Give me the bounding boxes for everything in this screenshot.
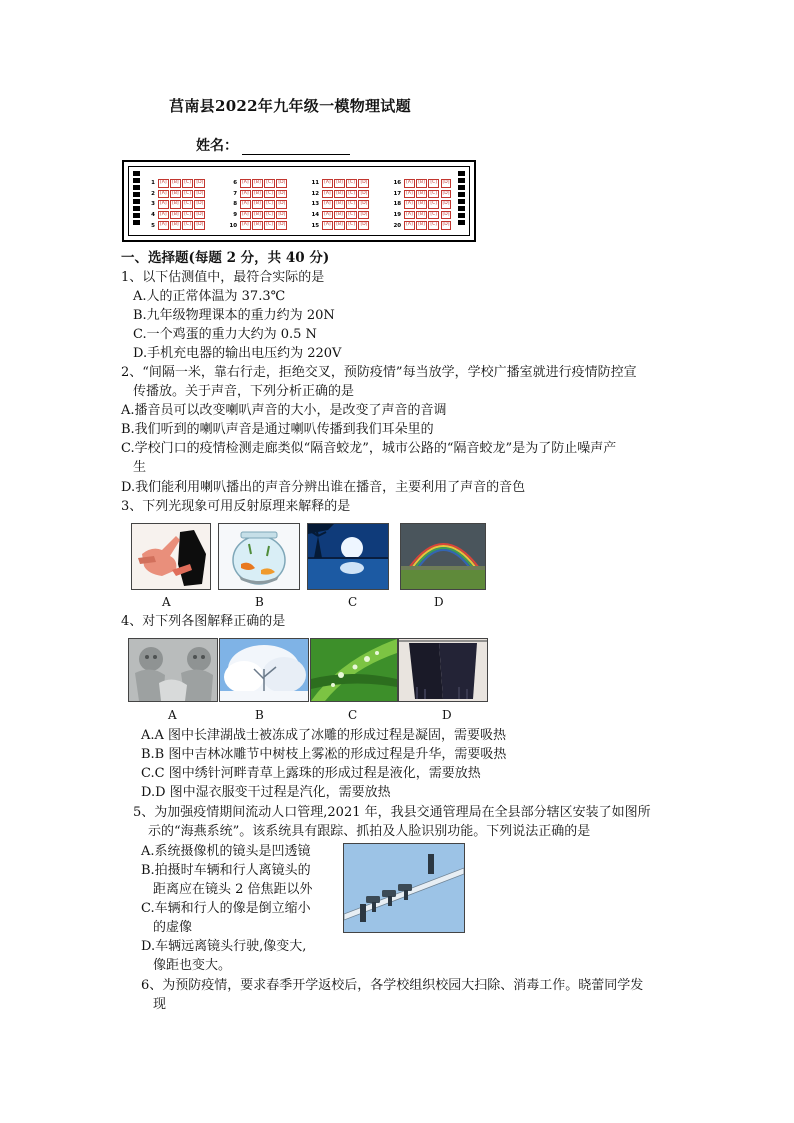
answer-bubble[interactable]: [B] <box>416 211 427 220</box>
answer-number: 15 <box>311 222 320 229</box>
answer-number: 8 <box>233 201 238 208</box>
answer-number: 6 <box>233 180 238 187</box>
answer-bubble[interactable]: [C] <box>182 179 193 188</box>
answer-row <box>227 200 289 209</box>
q2-option-a: A.播音员可以改变喇叭声音的大小，是改变了声音的音调 <box>121 403 447 418</box>
answer-bubble[interactable]: [A] <box>322 179 333 188</box>
answer-bubble[interactable]: [A] <box>158 211 169 220</box>
answer-number: 7 <box>233 190 238 197</box>
left-timing-marks <box>133 171 140 225</box>
q3-image-a-hand-shadow <box>131 523 211 590</box>
q3-image-d-rainbow <box>400 523 486 590</box>
answer-number: 18 <box>393 201 402 208</box>
answer-number: 20 <box>393 222 402 229</box>
answer-bubble[interactable]: [C] <box>428 221 439 230</box>
answer-bubble[interactable]: [A] <box>158 190 169 199</box>
answer-bubble[interactable]: [D] <box>358 179 369 188</box>
answer-bubble[interactable]: [B] <box>416 190 427 199</box>
q3-image-b-fishbowl <box>218 523 300 590</box>
answer-bubble[interactable]: [D] <box>276 179 287 188</box>
answer-group <box>309 179 371 230</box>
answer-bubble[interactable]: [C] <box>346 211 357 220</box>
answer-row <box>227 190 289 199</box>
name-field <box>196 135 350 155</box>
q3-label-a: A <box>162 595 171 609</box>
answer-row <box>391 179 453 188</box>
q4-label-d: D <box>442 708 452 722</box>
name-blank-line <box>242 140 350 155</box>
answer-bubble[interactable]: [C] <box>264 179 275 188</box>
answer-bubble[interactable]: [A] <box>404 200 415 209</box>
answer-bubble[interactable]: [A] <box>158 179 169 188</box>
answer-bubble[interactable]: [D] <box>194 179 205 188</box>
q3-label-d: D <box>434 595 444 609</box>
answer-bubble[interactable]: [A] <box>240 190 251 199</box>
q4-image-b-rime-tree <box>219 638 309 702</box>
answer-row <box>391 200 453 209</box>
answer-row <box>309 221 371 230</box>
q1-option-c: C.一个鸡蛋的重力大约为 0.5 N <box>133 327 317 342</box>
answer-bubble[interactable]: [C] <box>264 221 275 230</box>
answer-bubble[interactable]: [A] <box>322 190 333 199</box>
answer-row <box>309 179 371 188</box>
answer-bubble[interactable]: [A] <box>404 211 415 220</box>
q5-option-b-line2: 距离应在镜头 2 倍焦距以外 <box>153 882 313 897</box>
answer-row <box>309 190 371 199</box>
answer-number: 1 <box>151 180 155 187</box>
answer-bubble[interactable]: [C] <box>182 211 193 220</box>
answer-row <box>145 179 207 188</box>
answer-bubble[interactable]: [A] <box>322 200 333 209</box>
answer-bubble[interactable]: [A] <box>240 211 251 220</box>
answer-group <box>391 179 453 230</box>
answer-bubble[interactable]: [A] <box>404 190 415 199</box>
answer-row <box>227 221 289 230</box>
q2-option-c-line2: 生 <box>133 460 147 475</box>
answer-bubble[interactable]: [D] <box>358 221 369 230</box>
q4-image-c-dew-grass <box>310 638 398 702</box>
answer-bubble[interactable]: [D] <box>194 200 205 209</box>
answer-row <box>145 211 207 220</box>
answer-bubble[interactable]: [D] <box>194 190 205 199</box>
answer-bubble[interactable]: [B] <box>416 179 427 188</box>
answer-sheet-inner <box>128 166 470 236</box>
answer-bubble[interactable]: [D] <box>441 200 452 209</box>
answer-bubble[interactable]: [D] <box>441 221 452 230</box>
answer-number: 17 <box>393 190 402 197</box>
answer-row <box>227 179 289 188</box>
answer-bubble[interactable]: [B] <box>170 211 181 220</box>
q1-option-b: B.九年级物理课本的重力约为 20N <box>133 308 335 323</box>
answer-bubble[interactable]: [D] <box>194 211 205 220</box>
answer-bubble[interactable]: [C] <box>428 190 439 199</box>
answer-bubble[interactable]: [A] <box>240 179 251 188</box>
answer-number: 3 <box>151 201 155 208</box>
q5-option-a: A.系统摄像机的镜头是凹透镜 <box>141 844 311 859</box>
q4-option-b: B.B 图中吉林冰雕节中树枝上雾凇的形成过程是升华，需要吸热 <box>141 747 507 762</box>
answer-number: 9 <box>233 212 238 219</box>
q5-option-d-line1: D.车辆远离镜头行驶,像变大, <box>141 939 307 954</box>
answer-bubble[interactable]: [A] <box>158 200 169 209</box>
answer-bubble[interactable]: [B] <box>252 221 263 230</box>
q4-option-d: D.D 图中湿衣服变干过程是汽化，需要放热 <box>141 785 391 800</box>
q3-label-b: B <box>255 595 264 609</box>
answer-number: 16 <box>393 180 402 187</box>
answer-bubble[interactable]: [A] <box>240 221 251 230</box>
answer-bubble[interactable]: [D] <box>276 211 287 220</box>
q6-stem-line2: 现 <box>153 997 167 1012</box>
answer-number: 13 <box>311 201 320 208</box>
answer-bubble[interactable]: [A] <box>404 221 415 230</box>
q1-stem: 1、以下估测值中，最符合实际的是 <box>121 270 325 285</box>
section-heading: 一、选择题(每题 2 分，共 40 分) <box>121 250 330 266</box>
answer-bubble[interactable]: [C] <box>264 200 275 209</box>
q4-stem: 4、对下列各图解释正确的是 <box>121 614 286 629</box>
answer-bubble[interactable]: [C] <box>182 190 193 199</box>
answer-groups <box>145 179 453 230</box>
answer-number: 14 <box>311 212 320 219</box>
q5-option-c-line2: 的虚像 <box>153 920 193 935</box>
answer-bubble[interactable]: [D] <box>441 211 452 220</box>
answer-number: 5 <box>151 222 155 229</box>
q3-stem: 3、下列光现象可用反射原理来解释的是 <box>121 499 351 514</box>
name-label: 姓名： <box>196 138 238 154</box>
answer-bubble[interactable]: [D] <box>441 179 452 188</box>
answer-bubble[interactable]: [B] <box>252 200 263 209</box>
q4-label-a: A <box>168 708 177 722</box>
answer-bubble[interactable]: [C] <box>182 200 193 209</box>
answer-row <box>309 211 371 220</box>
answer-bubble[interactable]: [B] <box>334 211 345 220</box>
answer-bubble[interactable]: [B] <box>334 179 345 188</box>
answer-bubble[interactable]: [D] <box>441 190 452 199</box>
q2-option-b: B.我们听到的喇叭声音是通过喇叭传播到我们耳朵里的 <box>121 422 434 437</box>
answer-bubble[interactable]: [B] <box>416 221 427 230</box>
q2-option-d: D.我们能利用喇叭播出的声音分辨出谁在播音，主要利用了声音的音色 <box>121 480 526 495</box>
q1-option-a: A.人的正常体温为 37.3℃ <box>133 289 286 304</box>
answer-number: 10 <box>229 222 238 229</box>
answer-bubble[interactable]: [A] <box>322 211 333 220</box>
q2-stem-line2: 传播放。关于声音，下列分析正确的是 <box>133 384 355 399</box>
answer-bubble[interactable]: [B] <box>170 179 181 188</box>
answer-bubble[interactable]: [C] <box>264 211 275 220</box>
answer-row <box>145 200 207 209</box>
answer-bubble[interactable]: [D] <box>276 221 287 230</box>
answer-bubble[interactable]: [B] <box>252 190 263 199</box>
q4-image-a-ice-sculpture <box>128 638 218 702</box>
answer-number: 2 <box>151 190 155 197</box>
answer-row <box>391 190 453 199</box>
q5-stem-line2: 示的“海燕系统”。该系统具有跟踪、抓拍及人脸识别功能。下列说法正确的是 <box>148 824 591 839</box>
answer-row <box>227 211 289 220</box>
answer-bubble[interactable]: [D] <box>358 190 369 199</box>
answer-bubble[interactable]: [D] <box>358 211 369 220</box>
q5-option-d-line2: 像距也变大。 <box>153 958 232 973</box>
answer-bubble[interactable]: [A] <box>404 179 415 188</box>
q2-stem-line1: 2、“间隔一米，靠右行走，拒绝交叉，预防疫情”每当放学，学校广播室就进行疫情防控宣 <box>121 365 637 380</box>
answer-bubble[interactable]: [B] <box>170 190 181 199</box>
q3-image-c-reflection <box>307 523 389 590</box>
q5-option-c-line1: C.车辆和行人的像是倒立缩小 <box>141 901 311 916</box>
answer-sheet <box>122 160 476 242</box>
answer-bubble[interactable]: [A] <box>322 221 333 230</box>
q4-option-a: A.A 图中长津湖战士被冻成了冰雕的形成过程是凝固，需要吸热 <box>141 728 507 743</box>
answer-row <box>309 200 371 209</box>
q4-label-c: C <box>348 708 358 722</box>
answer-bubble[interactable]: [D] <box>358 200 369 209</box>
answer-row <box>145 221 207 230</box>
answer-bubble[interactable]: [D] <box>276 200 287 209</box>
answer-bubble[interactable]: [C] <box>264 190 275 199</box>
answer-bubble[interactable]: [A] <box>158 221 169 230</box>
answer-bubble[interactable]: [B] <box>252 211 263 220</box>
answer-group <box>145 179 207 230</box>
answer-number: 12 <box>311 190 320 197</box>
answer-bubble[interactable]: [C] <box>346 190 357 199</box>
q5-image-camera-system <box>343 843 465 933</box>
q4-image-d-drying-clothes <box>398 638 488 702</box>
answer-bubble[interactable]: [C] <box>346 200 357 209</box>
q4-label-b: B <box>255 708 264 722</box>
answer-bubble[interactable]: [B] <box>252 179 263 188</box>
q4-option-c: C.C 图中绣针河畔青草上露珠的形成过程是液化，需要放热 <box>141 766 481 781</box>
answer-bubble[interactable]: [C] <box>182 221 193 230</box>
answer-bubble[interactable]: [B] <box>334 200 345 209</box>
q3-label-c: C <box>348 595 358 609</box>
answer-bubble[interactable]: [C] <box>428 211 439 220</box>
answer-bubble[interactable]: [D] <box>194 221 205 230</box>
q6-stem-line1: 6、为预防疫情，要求春季开学返校后，各学校组织校园大扫除、消毒工作。晓蕾同学发 <box>141 978 644 993</box>
answer-number: 4 <box>151 212 155 219</box>
right-timing-marks <box>458 171 465 225</box>
q5-stem-line1: 5、为加强疫情期间流动人口管理,2021 年，我县交通管理局在全县部分辖区安装了如图所 <box>133 805 651 820</box>
answer-bubble[interactable]: [D] <box>276 190 287 199</box>
answer-bubble[interactable]: [B] <box>416 200 427 209</box>
page-title: 莒南县2022年九年级一模物理试题 <box>169 97 411 115</box>
q1-option-d: D.手机充电器的输出电压约为 220V <box>133 346 342 361</box>
answer-number: 11 <box>311 180 320 187</box>
answer-number: 19 <box>393 212 402 219</box>
answer-group <box>227 179 289 230</box>
answer-bubble[interactable]: [B] <box>170 221 181 230</box>
answer-row <box>391 221 453 230</box>
answer-bubble[interactable]: [C] <box>428 200 439 209</box>
answer-bubble[interactable]: [C] <box>428 179 439 188</box>
answer-row <box>391 211 453 220</box>
answer-bubble[interactable]: [B] <box>334 221 345 230</box>
answer-bubble[interactable]: [B] <box>334 190 345 199</box>
q2-option-c-line1: C.学校门口的疫情检测走廊类似“隔音蛟龙”，城市公路的“隔音蛟龙”是为了防止噪声产 <box>121 441 617 456</box>
q5-option-b-line1: B.拍摄时车辆和行人离镜头的 <box>141 863 311 878</box>
answer-bubble[interactable]: [C] <box>346 179 357 188</box>
answer-bubble[interactable]: [A] <box>240 200 251 209</box>
answer-bubble[interactable]: [B] <box>170 200 181 209</box>
answer-bubble[interactable]: [C] <box>346 221 357 230</box>
answer-row <box>145 190 207 199</box>
